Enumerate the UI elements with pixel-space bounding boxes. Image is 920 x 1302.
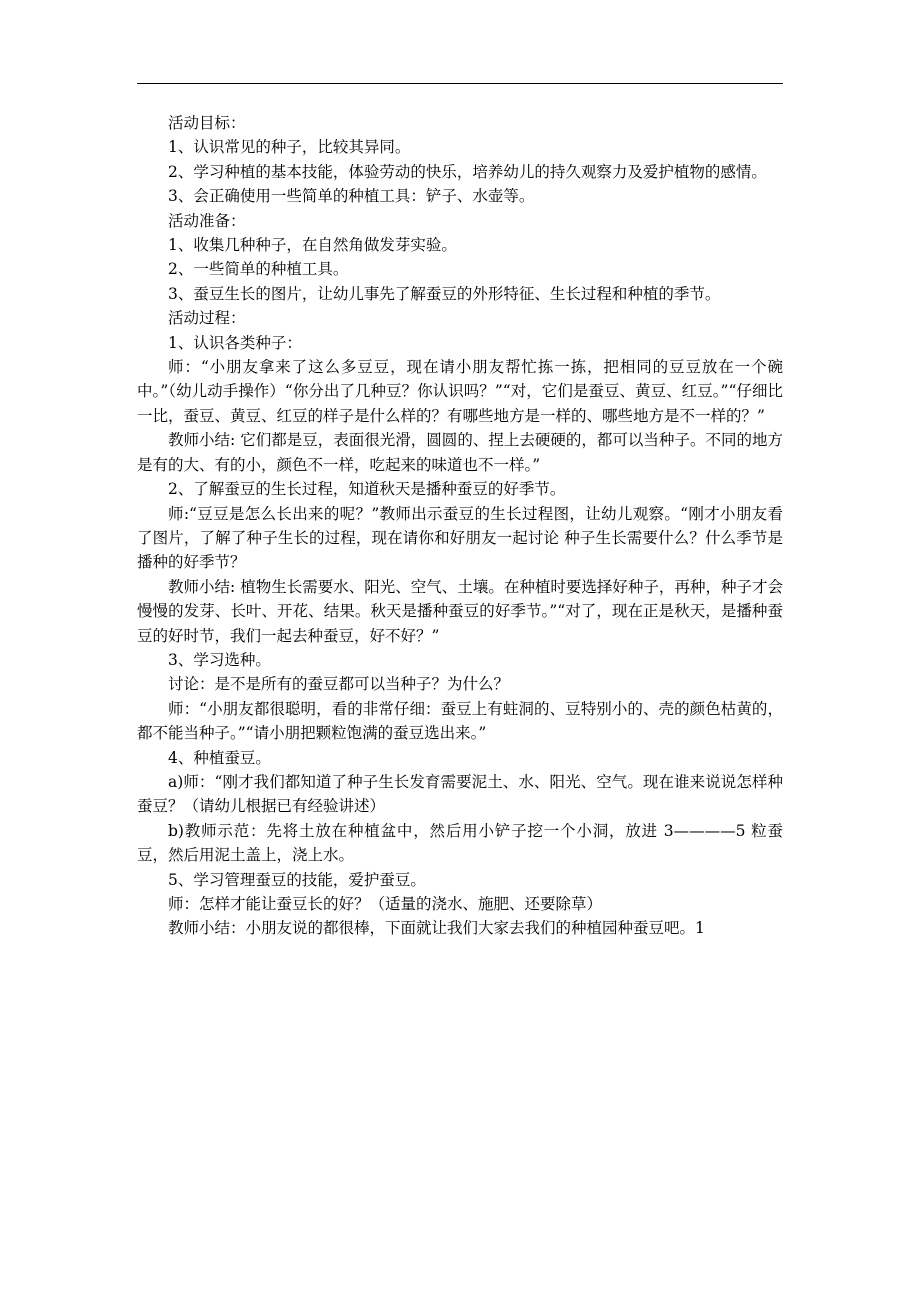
process-step-1-dialogue: 师：“小朋友拿来了这么多豆豆，现在请小朋友帮忙拣一拣，把相同的豆豆放在一个碗中。”（幼儿动手操作）“你分出了几种豆？你认识吗？”“对，它们是蚕豆、黄豆、红豆。”“仔细比一比，蚕豆、黄豆、红豆的样子是什么样的？有哪些地方是一样的、哪些地方是不一样的？” <box>137 358 783 425</box>
process-step-3-title: 3、学习选种。 <box>168 650 271 669</box>
process-step-4-part-a: a)师：“刚才我们都知道了种子生长发育需要泥土、水、阳光、空气。现在谁来说说怎样种蚕豆？（请幼儿根据已有经验讲述） <box>137 772 783 816</box>
goal-item-2: 2、学习种植的基本技能，体验劳动的快乐，培养幼儿的持久观察力及爱护植物的感情。 <box>168 162 767 181</box>
process-step-2-summary: 教师小结: 植物生长需要水、阳光、空气、土壤。在种植时要选择好种子，再种，种子才会慢慢的发芽、长叶、开花、结果。秋天是播种蚕豆的好季节。”“对了，现在正是秋天，是播种蚕豆的好时节，我们一起去种蚕豆，好不好？” <box>137 577 783 645</box>
preparation-item-1: 1、收集几种种子，在自然角做发芽实验。 <box>168 236 457 255</box>
heading-activity-process: 活动过程： <box>168 309 246 328</box>
process-step-5-title: 5、学习管理蚕豆的技能，爱护蚕豆。 <box>168 870 426 889</box>
heading-activity-preparation: 活动准备： <box>168 211 246 230</box>
goal-item-1: 1、认识常见的种子，比较其异同。 <box>168 138 411 157</box>
process-step-3-discussion: 讨论：是不是所有的蚕豆都可以当种子？为什么？ <box>168 675 510 694</box>
process-step-1-summary: 教师小结: 它们都是豆，表面很光滑，圆圆的、捏上去硬硬的，都可以当种子。不同的地方是有的大、有的小，颜色不一样，吃起来的味道也不一样。” <box>137 431 783 474</box>
goal-item-3: 3、会正确使用一些简单的种植工具：铲子、水壶等。 <box>168 187 535 206</box>
process-step-3-dialogue: 师：“小朋友都很聪明，看的非常仔细：蚕豆上有蛀洞的、豆特别小的、壳的颜色枯黄的，都不能当种子。”“请小朋把颗粒饱满的蚕豆选出来。” <box>137 699 783 743</box>
preparation-item-3: 3、蚕豆生长的图片，让幼儿事先了解蚕豆的外形特征、生长过程和种植的季节。 <box>168 284 721 303</box>
header-rule <box>137 83 783 84</box>
document-body <box>137 111 783 941</box>
process-step-1-title: 1、认识各类种子： <box>168 333 302 352</box>
process-step-2-dialogue: 师:“豆豆是怎么长出来的呢？”教师出示蚕豆的生长过程图，让幼儿观察。“刚才小朋友看了图片，了解了种子生长的过程，现在请你和好朋友一起讨论 种子生长需要什么？什么季节是播种的好季节？ <box>137 504 783 572</box>
preparation-item-2: 2、一些简单的种植工具。 <box>168 260 349 279</box>
heading-activity-goals: 活动目标： <box>168 114 246 132</box>
process-step-5-summary: 教师小结：小朋友说的都很棒，下面就让我们大家去我们的种植园种蚕豆吧。1 <box>168 919 705 938</box>
process-step-4-part-b: b)教师示范：先将土放在种植盆中，然后用小铲子挖一个小洞，放进 3————5 粒蚕豆，然后用泥土盖上，浇上水。 <box>137 821 783 865</box>
process-step-2-title: 2、了解蚕豆的生长过程，知道秋天是播种蚕豆的好季节。 <box>168 480 566 499</box>
process-step-5-dialogue: 师：怎样才能让蚕豆长的好？（适量的浇水、施肥、还要除草） <box>168 895 603 913</box>
process-step-4-title: 4、种植蚕豆。 <box>168 748 271 767</box>
